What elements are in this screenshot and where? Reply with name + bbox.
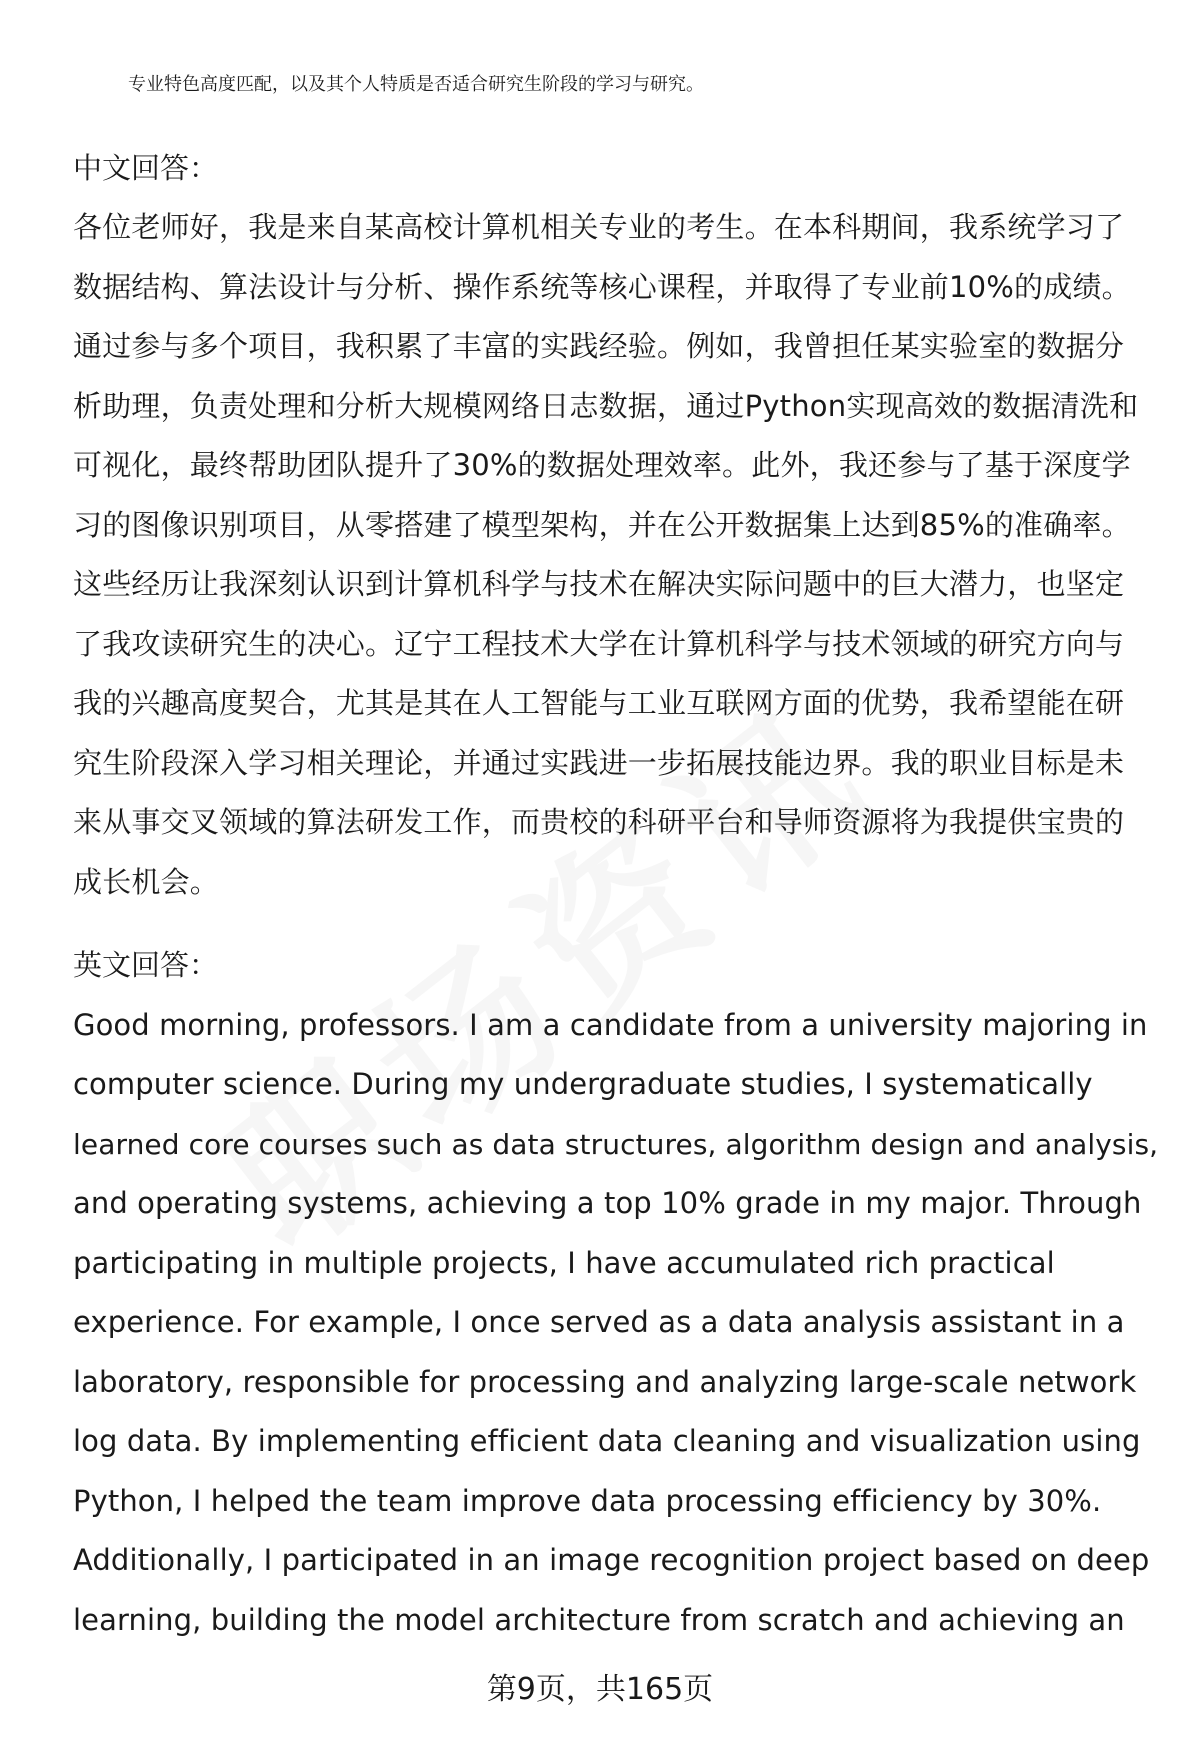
english-answer-label: 英文回答： [73, 948, 219, 982]
english-answer-line: experience. For example, I once served as a data analysis assistant in a [73, 1305, 1125, 1339]
chinese-answer-line: 可视化，最终帮助团队提升了30%的数据处理效率。此外，我还参与了基于深度学 [73, 448, 1131, 482]
chinese-answer-line: 究生阶段深入学习相关理论，并通过实践进一步拓展技能边界。我的职业目标是未 [73, 745, 1125, 780]
chinese-answer-line: 各位老师好，我是来自某高校计算机相关专业的考生。在本科期间，我系统学习了 [73, 210, 1125, 244]
intro-line: 专业特色高度匹配，以及其个人特质是否适合研究生阶段的学习与研究。 [128, 74, 704, 95]
english-answer-line: participating in multiple projects, I have accumulated rich practical [73, 1245, 1055, 1280]
page-content [73, 55, 1159, 1650]
chinese-answer-line: 析助理，负责处理和分析大规模网络日志数据，通过Python实现高效的数据清洗和 [73, 388, 1139, 423]
chinese-answer-line: 成长机会。 [73, 864, 220, 899]
english-answer-section [73, 936, 1159, 1650]
english-answer-line: Python, I helped the team improve data processing efficiency by 30%. [73, 1483, 1102, 1518]
english-answer-line: and operating systems, achieving a top 10% grade in my major. Through [73, 1186, 1142, 1220]
page-number-footer: 第9页，共165页 [486, 1672, 714, 1707]
chinese-answer-line: 我的兴趣高度契合，尤其是其在人工智能与工业互联网方面的优势，我希望能在研 [73, 686, 1125, 720]
chinese-answer-line: 数据结构、算法设计与分析、操作系统等核心课程，并取得了专业前10%的成绩。 [73, 269, 1131, 304]
english-answer-line: log data. By implementing efficient data cleaning and visualization using [73, 1424, 1141, 1458]
chinese-answer-line: 习的图像识别项目，从零搭建了模型架构，并在公开数据集上达到85%的准确率。 [73, 507, 1131, 542]
english-answer-line: Good morning, professors. I am a candidate from a university majoring in [73, 1007, 1148, 1042]
chinese-answer-line: 来从事交叉领域的算法研发工作，而贵校的科研平台和导师资源将为我提供宝贵的 [73, 805, 1125, 839]
english-answer-line: learning, building the model architecture from scratch and achieving an [73, 1602, 1125, 1637]
chinese-answer-line: 通过参与多个项目，我积累了丰富的实践经验。例如，我曾担任某实验室的数据分 [73, 329, 1125, 363]
chinese-answer-line: 这些经历让我深刻认识到计算机科学与技术在解决实际问题中的巨大潜力，也坚定 [73, 567, 1125, 601]
chinese-answer-line: 了我攻读研究生的决心。辽宁工程技术大学在计算机科学与技术领域的研究方向与 [73, 626, 1125, 661]
section-gap [73, 115, 1153, 139]
chinese-answer-section [73, 139, 1153, 913]
section-gap [73, 912, 1153, 936]
english-answer-line: computer science. During my undergraduate studies, I systematically [73, 1067, 1093, 1101]
english-answer-line: laboratory, responsible for processing and analyzing large-scale network [73, 1364, 1137, 1399]
chinese-answer-label: 中文回答： [73, 150, 219, 185]
english-answer-line: learned core courses such as data structures, algorithm design and analysis, [73, 1127, 1159, 1161]
english-answer-line: Additionally, I participated in an image recognition project based on deep [73, 1543, 1150, 1577]
